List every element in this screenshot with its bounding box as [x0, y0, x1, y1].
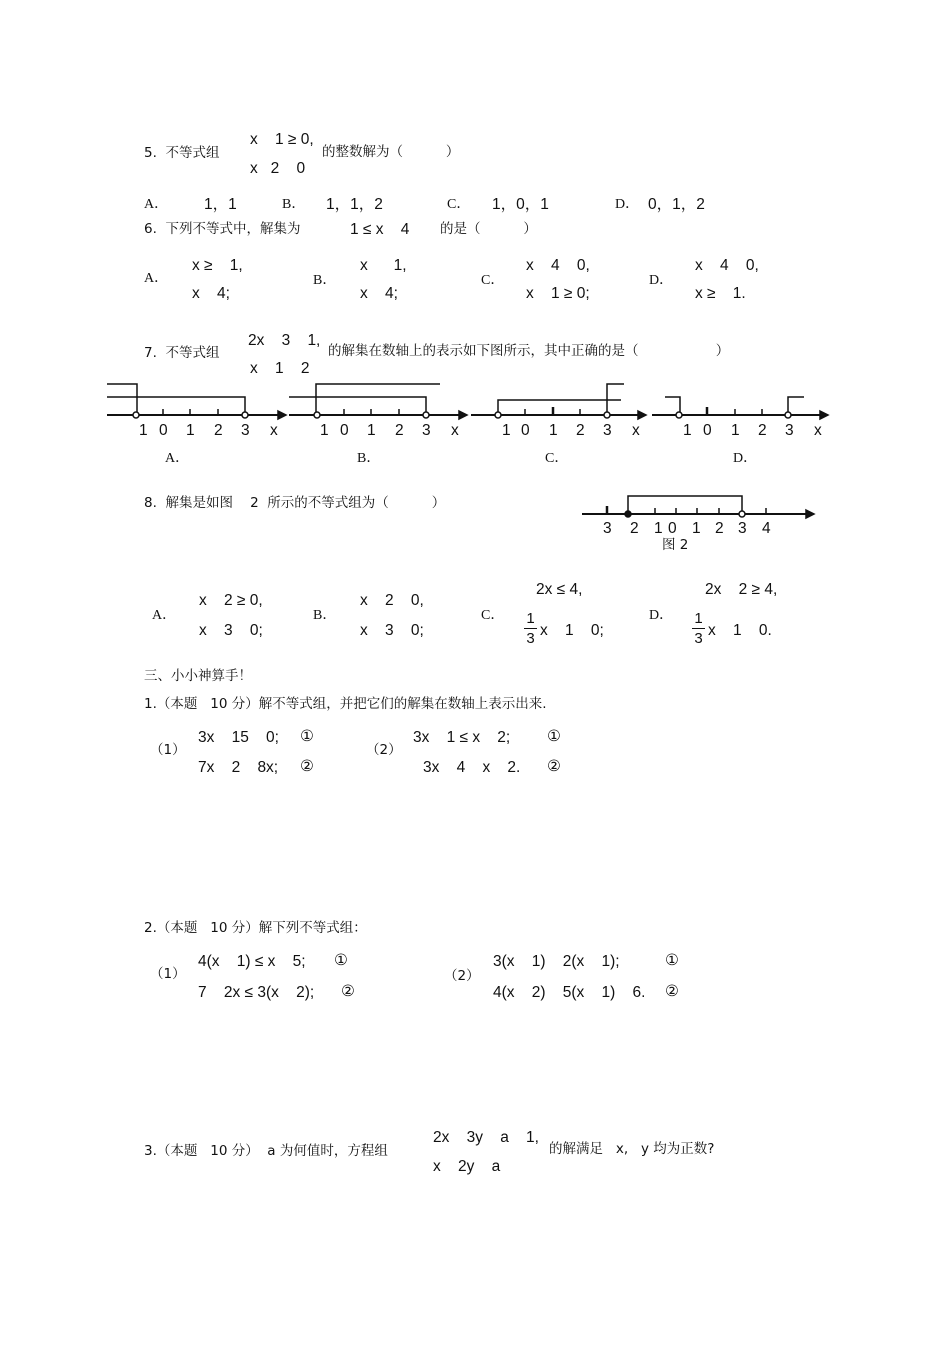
q7-tail: 的解集在数轴上的表示如下图所示，其中正确的是（ ） [328, 343, 730, 359]
q8-option-d-line2: x 1 0. [708, 622, 772, 639]
q6-option-b-line2: x 4; [360, 285, 398, 302]
s3-p2-b-line1: 3(x 1) 2(x 1); [493, 953, 620, 970]
q8-tick-5: 2 [715, 520, 724, 537]
q8-tick-1: 2 [630, 520, 639, 537]
q6-option-d-line2: x ≥ 1. [695, 285, 746, 302]
s3-p1-b-line1: 3x 1 ≤ x 2; [413, 729, 511, 746]
q5-system-line1: x 1 ≥ 0, [250, 131, 314, 148]
s3-p3-tail: 的解满足 x, y 均为正数? [549, 1141, 715, 1157]
q7-b-tick-3: 2 [395, 422, 404, 439]
q6-option-a-line1: x ≥ 1, [192, 257, 243, 274]
q7-d-tick-2: 1 [731, 422, 740, 439]
q7-b-tick-2: 1 [367, 422, 376, 439]
q8-option-c-frac-num: 1 [526, 610, 535, 627]
q5-option-c-value: 1，0，1 [492, 196, 549, 213]
q7-c-tick-3: 2 [576, 422, 585, 439]
s3-p2-b-line2: 4(x 2) 5(x 1) 6. [493, 984, 646, 1001]
q8-tick-0: 3 [603, 520, 612, 537]
fraction-bar [524, 628, 537, 629]
q8-tick-7: 4 [762, 520, 771, 537]
q8-tick-4: 1 [692, 520, 701, 537]
s3-p1-b-mark2: ② [547, 758, 561, 775]
q7-d-axis-var: x [814, 422, 822, 439]
s3-p1-a-line2: 7x 2 8x; [198, 759, 279, 776]
s3-p1-lead: 1.（本题 10 分）解不等式组，并把它们的解集在数轴上表示出来. [144, 696, 547, 712]
q8-option-a-line2: x 3 0; [199, 622, 263, 639]
s3-p2-lead: 2.（本题 10 分）解下列不等式组： [144, 920, 367, 936]
q5-option-b-value: 1，1，2 [326, 196, 383, 213]
q7-c-tick-0: 1 [502, 422, 511, 439]
q7-option-a-label: A． [165, 451, 190, 466]
q8-option-c-frac-den: 3 [526, 630, 535, 647]
q7-b-tick-1: 0 [340, 422, 349, 439]
q8-lead: 8. 解集是如图 2 所示的不等式组为（ ） [144, 495, 446, 511]
q7-numberline-b [289, 384, 467, 419]
q6-option-a-label: A． [144, 271, 169, 286]
q6-option-d-label: D． [649, 273, 674, 288]
s3-p2-b-mark1: ① [665, 952, 679, 969]
q7-option-d-label: D． [733, 451, 758, 466]
q5-option-d-label: D． [615, 197, 640, 212]
q8-option-a-label: A． [152, 608, 177, 623]
q7-c-tick-2: 1 [549, 422, 558, 439]
q8-option-c-fraction [524, 611, 537, 646]
q7-b-tick-4: 3 [422, 422, 431, 439]
s3-p1-a-label: （1） [150, 742, 186, 758]
q6-option-b-line1: x 1, [360, 257, 407, 274]
q7-c-tick-1: 0 [521, 422, 530, 439]
q5-option-a-value: 1，1 [204, 196, 237, 213]
q8-option-d-label: D． [649, 608, 674, 623]
s3-p2-a-label: （1） [150, 966, 186, 982]
q7-c-axis-var: x [632, 422, 640, 439]
q8-option-d-frac-den: 3 [694, 630, 703, 647]
q8-tick-3: 0 [668, 520, 677, 537]
q7-a-tick-2: 1 [186, 422, 195, 439]
s3-p2-a-mark1: ① [334, 952, 348, 969]
q6-option-a-line2: x 4; [192, 285, 230, 302]
q7-d-tick-0: 1 [683, 422, 692, 439]
s3-p2-a-line1: 4(x 1) ≤ x 5; [198, 953, 306, 970]
q8-option-b-label: B． [313, 608, 337, 623]
q7-c-tick-4: 3 [603, 422, 612, 439]
s3-p2-a-mark2: ② [341, 983, 355, 1000]
q8-option-c-label: C． [481, 608, 505, 623]
q5-lead: 5. 不等式组 [144, 145, 220, 161]
q7-b-tick-0: 1 [320, 422, 329, 439]
s3-p3-lead: 3.（本题 10 分） a 为何值时，方程组 [144, 1143, 388, 1159]
q7-option-c-label: C． [545, 451, 569, 466]
q7-a-tick-1: 0 [159, 422, 168, 439]
s3-p3-system-line2: x 2y a [433, 1158, 501, 1175]
q7-a-tick-3: 2 [214, 422, 223, 439]
q7-b-axis-var: x [451, 422, 459, 439]
q7-d-tick-3: 2 [758, 422, 767, 439]
q8-option-b-line2: x 3 0; [360, 622, 424, 639]
q8-option-d-fraction [692, 611, 705, 646]
q8-option-d-frac-num: 1 [694, 610, 703, 627]
s3-p1-a-line1: 3x 15 0; [198, 729, 279, 746]
s3-p1-b-mark1: ① [547, 728, 561, 745]
q5-system-line2: x 2 0 [250, 160, 306, 177]
q7-numberline-d [652, 397, 828, 419]
q7-numberline-c [471, 384, 646, 419]
q5-option-d-value: 0，1，2 [648, 196, 705, 213]
q8-option-d-line1: 2x 2 ≥ 4, [705, 581, 778, 598]
q8-option-a-line1: x 2 ≥ 0, [199, 592, 263, 609]
q7-d-tick-1: 0 [703, 422, 712, 439]
q5-option-a-label: A． [144, 197, 169, 212]
s3-p2-b-label: （2） [444, 968, 480, 984]
s3-p2-a-line2: 7 2x ≤ 3(x 2); [198, 984, 315, 1001]
q6-tail: 的是（ ） [440, 221, 537, 237]
s3-p2-b-mark2: ② [665, 983, 679, 1000]
section3-heading: 三、小小神算手！ [144, 668, 252, 684]
q8-option-c-line2: x 1 0; [540, 622, 604, 639]
q6-option-b-label: B． [313, 273, 337, 288]
q7-numberline-a [107, 384, 286, 419]
s3-p3-system-line1: 2x 3y a 1, [433, 1129, 539, 1146]
s3-p1-a-mark1: ① [300, 728, 314, 745]
q8-option-c-line1: 2x ≤ 4, [536, 581, 583, 598]
q6-option-d-line1: x 4 0, [695, 257, 759, 274]
q8-option-b-line1: x 2 0, [360, 592, 424, 609]
q6-lead: 6. 下列不等式中，解集为 [144, 221, 301, 237]
q5-tail: 的整数解为（ ） [322, 144, 460, 160]
q7-system-line2: x 1 2 [250, 360, 310, 377]
q7-lead: 7. 不等式组 [144, 345, 220, 361]
q6-option-c-line2: x 1 ≥ 0; [526, 285, 590, 302]
q6-expr: 1 ≤ x 4 [350, 221, 410, 238]
s3-p1-b-label: （2） [366, 742, 402, 758]
q6-option-c-label: C． [481, 273, 505, 288]
q7-a-axis-var: x [270, 422, 278, 439]
q5-option-c-label: C． [447, 197, 471, 212]
q7-system-line1: 2x 3 1, [248, 332, 321, 349]
q8-numberline-figure [582, 496, 814, 518]
q6-option-c-line1: x 4 0, [526, 257, 590, 274]
q7-option-b-label: B． [357, 451, 381, 466]
q8-tick-6: 3 [738, 520, 747, 537]
q7-a-tick-0: 1 [139, 422, 148, 439]
s3-p1-a-mark2: ② [300, 758, 314, 775]
fraction-bar [692, 628, 705, 629]
q7-d-tick-4: 3 [785, 422, 794, 439]
s3-p1-b-line2: 3x 4 x 2. [423, 759, 521, 776]
q7-a-tick-4: 3 [241, 422, 250, 439]
q8-tick-2: 1 [654, 520, 663, 537]
q5-option-b-label: B． [282, 197, 306, 212]
q8-figure-caption: 图 2 [662, 537, 689, 553]
